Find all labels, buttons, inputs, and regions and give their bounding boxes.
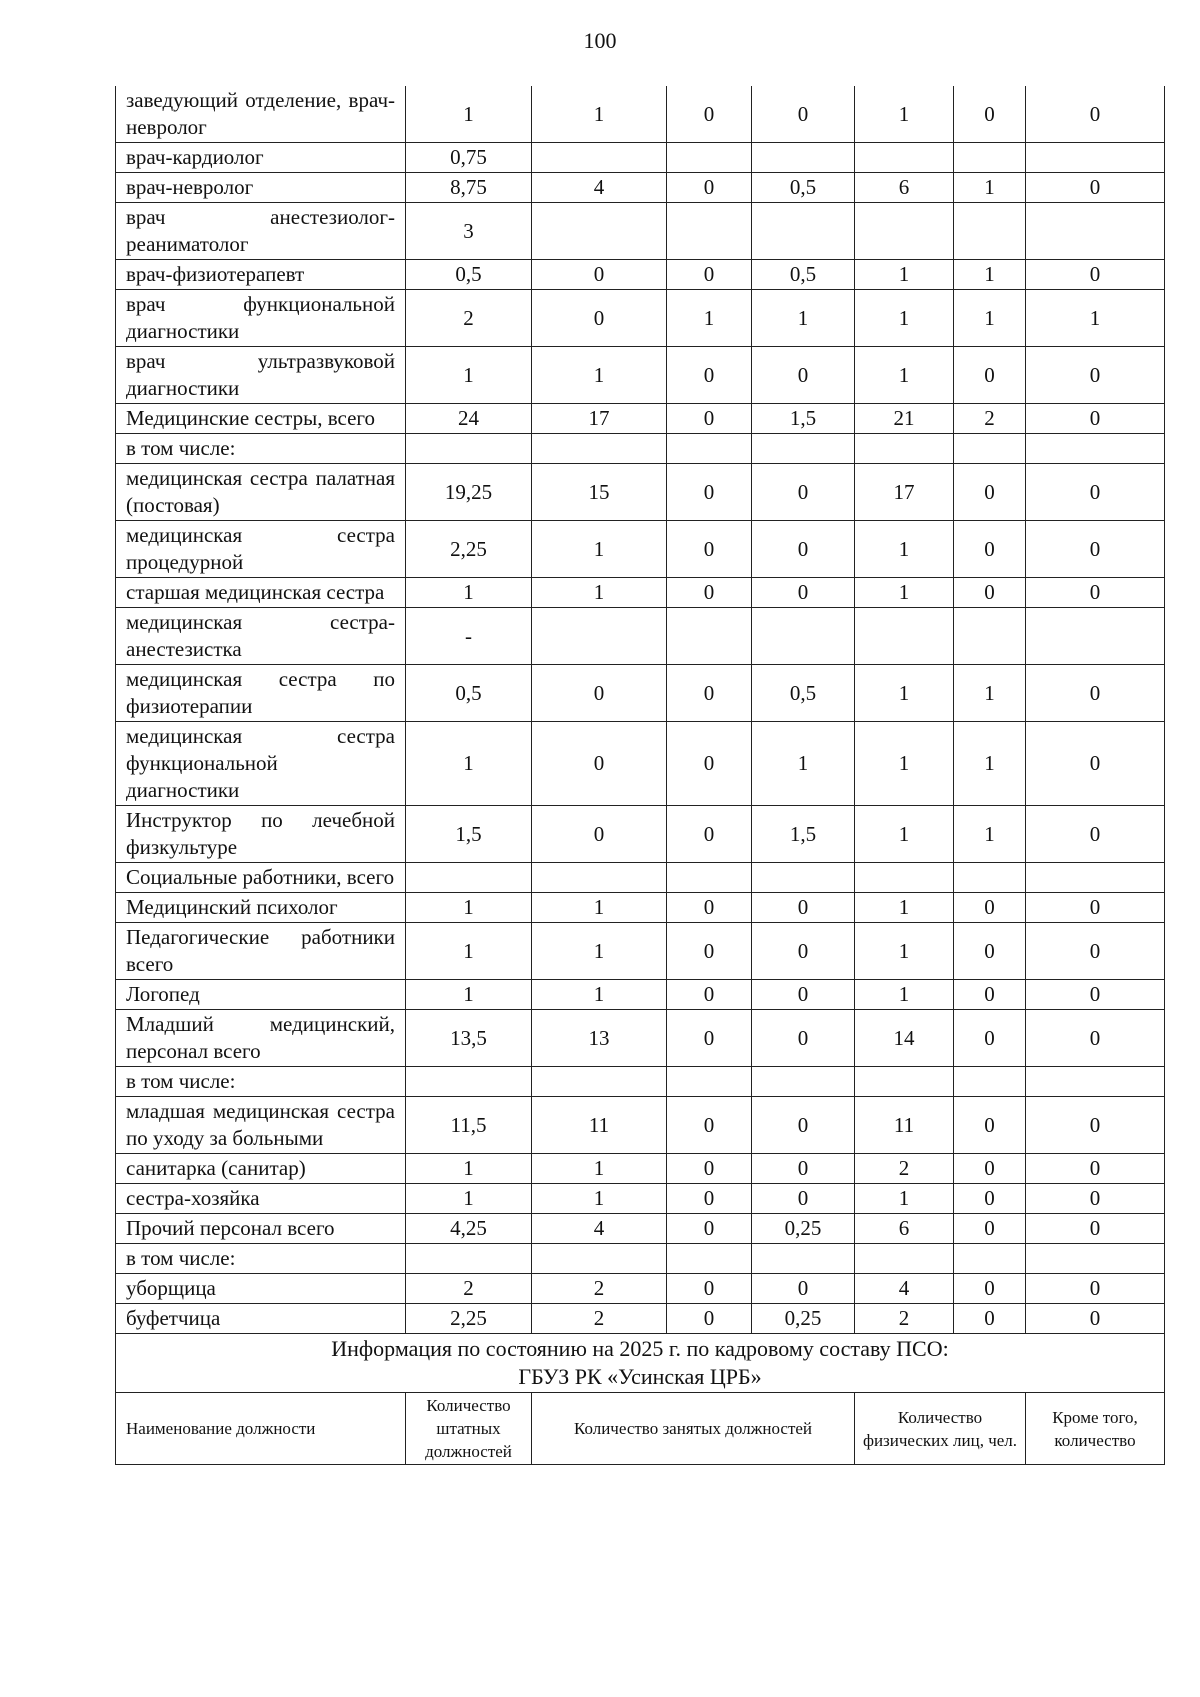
value-cell: 0 — [1026, 980, 1165, 1010]
value-cell: 0 — [1026, 665, 1165, 722]
table-row — [116, 863, 1165, 893]
value-cell: 1 — [855, 260, 954, 290]
value-cell: 2 — [406, 1274, 532, 1304]
position-name: уборщица — [116, 1274, 406, 1304]
value-cell: 0 — [667, 1274, 752, 1304]
value-cell: 0 — [1026, 260, 1165, 290]
position-name: старшая медицинская сестра — [116, 578, 406, 608]
value-cell: 1 — [532, 1154, 667, 1184]
header-physical: Количество физических лиц, чел. — [855, 1393, 1026, 1465]
position-name: в том числе: — [116, 1067, 406, 1097]
value-cell: 1 — [954, 260, 1026, 290]
value-cell — [532, 1244, 667, 1274]
value-cell: 0 — [532, 806, 667, 863]
value-cell: 0 — [954, 1097, 1026, 1154]
value-cell: 1 — [532, 578, 667, 608]
value-cell: 1 — [855, 806, 954, 863]
value-cell: 0 — [667, 1154, 752, 1184]
value-cell: 0 — [1026, 1097, 1165, 1154]
info-line-2: ГБУЗ РК «Усинская ЦРБ» — [518, 1364, 762, 1389]
info-line-1: Информация по состоянию на 2025 г. по кадровому составу ПСО: — [331, 1336, 949, 1361]
value-cell — [1026, 203, 1165, 260]
value-cell: 14 — [855, 1010, 954, 1067]
value-cell: 1,5 — [752, 404, 855, 434]
position-name: Медицинские сестры, всего — [116, 404, 406, 434]
value-cell: 0 — [667, 578, 752, 608]
value-cell: 1 — [532, 521, 667, 578]
position-name: в том числе: — [116, 434, 406, 464]
value-cell: 0 — [954, 1214, 1026, 1244]
value-cell: 0 — [667, 173, 752, 203]
value-cell — [667, 143, 752, 173]
value-cell: - — [406, 608, 532, 665]
value-cell: 0 — [954, 1154, 1026, 1184]
value-cell: 0 — [667, 347, 752, 404]
value-cell — [532, 863, 667, 893]
value-cell: 0 — [954, 347, 1026, 404]
position-name: медицинская сестра палатная (постовая) — [116, 464, 406, 521]
table-row — [116, 521, 1165, 578]
value-cell: 0 — [954, 86, 1026, 143]
value-cell: 1 — [532, 86, 667, 143]
value-cell: 0 — [954, 521, 1026, 578]
value-cell: 1 — [855, 86, 954, 143]
value-cell: 0,5 — [752, 665, 855, 722]
table-row — [116, 608, 1165, 665]
table-row — [116, 290, 1165, 347]
value-cell: 1 — [532, 980, 667, 1010]
value-cell — [1026, 608, 1165, 665]
value-cell: 0 — [752, 923, 855, 980]
value-cell: 0 — [532, 665, 667, 722]
value-cell — [855, 1067, 954, 1097]
position-name: Младший медицинский, персонал всего — [116, 1010, 406, 1067]
value-cell: 1 — [406, 923, 532, 980]
value-cell: 0 — [1026, 1304, 1165, 1334]
table-row — [116, 173, 1165, 203]
value-cell: 1 — [1026, 290, 1165, 347]
value-cell: 0 — [752, 1097, 855, 1154]
value-cell: 0 — [532, 290, 667, 347]
value-cell — [1026, 1244, 1165, 1274]
value-cell: 0 — [1026, 806, 1165, 863]
value-cell — [667, 863, 752, 893]
value-cell: 2,25 — [406, 1304, 532, 1334]
value-cell: 0 — [1026, 1184, 1165, 1214]
value-cell: 0 — [1026, 86, 1165, 143]
value-cell: 1 — [954, 665, 1026, 722]
value-cell: 0 — [1026, 1154, 1165, 1184]
value-cell: 1 — [406, 347, 532, 404]
value-cell: 0 — [1026, 404, 1165, 434]
position-name: врач-кардиолог — [116, 143, 406, 173]
position-name: сестра-хозяйка — [116, 1184, 406, 1214]
position-name: Педагогические работники всего — [116, 923, 406, 980]
value-cell: 1 — [406, 893, 532, 923]
value-cell: 0 — [1026, 1214, 1165, 1244]
value-cell: 0,5 — [406, 260, 532, 290]
value-cell: 0 — [532, 722, 667, 806]
value-cell — [667, 1244, 752, 1274]
value-cell — [954, 1244, 1026, 1274]
value-cell: 1 — [855, 980, 954, 1010]
header-occupied: Количество занятых должностей — [532, 1393, 855, 1465]
value-cell — [532, 608, 667, 665]
value-cell: 15 — [532, 464, 667, 521]
value-cell — [752, 434, 855, 464]
value-cell: 1 — [954, 290, 1026, 347]
value-cell: 0 — [667, 464, 752, 521]
value-cell: 6 — [855, 1214, 954, 1244]
value-cell — [406, 1244, 532, 1274]
position-name: заведующий отделение, врач-невролог — [116, 86, 406, 143]
value-cell — [752, 143, 855, 173]
value-cell: 1 — [855, 665, 954, 722]
value-cell: 0 — [954, 464, 1026, 521]
value-cell: 0 — [954, 980, 1026, 1010]
value-cell: 1 — [954, 173, 1026, 203]
value-cell: 0 — [752, 1274, 855, 1304]
value-cell: 0 — [954, 1010, 1026, 1067]
position-name: медицинская сестра процедурной — [116, 521, 406, 578]
value-cell: 0,25 — [752, 1214, 855, 1244]
value-cell: 0 — [532, 260, 667, 290]
value-cell — [406, 863, 532, 893]
table-row — [116, 1067, 1165, 1097]
table-row — [116, 722, 1165, 806]
value-cell: 0 — [954, 1304, 1026, 1334]
value-cell: 0 — [667, 980, 752, 1010]
value-cell — [667, 608, 752, 665]
value-cell: 1 — [406, 980, 532, 1010]
header-name: Наименование должности — [116, 1393, 406, 1465]
page-number: 100 — [583, 28, 617, 53]
value-cell — [532, 1067, 667, 1097]
value-cell: 3 — [406, 203, 532, 260]
position-name: Логопед — [116, 980, 406, 1010]
value-cell — [752, 1244, 855, 1274]
value-cell: 2,25 — [406, 521, 532, 578]
value-cell: 2 — [855, 1304, 954, 1334]
value-cell: 0 — [1026, 1274, 1165, 1304]
staff-table-body — [116, 86, 1165, 1334]
value-cell: 1 — [855, 893, 954, 923]
value-cell — [752, 203, 855, 260]
value-cell: 2 — [532, 1274, 667, 1304]
value-cell: 1 — [532, 923, 667, 980]
value-cell: 0 — [667, 260, 752, 290]
value-cell: 0 — [667, 665, 752, 722]
value-cell: 1 — [954, 722, 1026, 806]
value-cell — [406, 1067, 532, 1097]
value-cell: 1 — [406, 1154, 532, 1184]
value-cell: 11,5 — [406, 1097, 532, 1154]
value-cell: 0 — [667, 893, 752, 923]
value-cell: 4 — [532, 173, 667, 203]
value-cell: 0 — [954, 893, 1026, 923]
value-cell: 0 — [752, 1010, 855, 1067]
value-cell: 1 — [855, 722, 954, 806]
value-cell: 1 — [855, 347, 954, 404]
value-cell: 2 — [532, 1304, 667, 1334]
value-cell: 24 — [406, 404, 532, 434]
value-cell — [855, 1244, 954, 1274]
value-cell — [1026, 434, 1165, 464]
value-cell — [667, 1067, 752, 1097]
value-cell: 0 — [1026, 923, 1165, 980]
value-cell: 1 — [406, 578, 532, 608]
table-row — [116, 464, 1165, 521]
value-cell: 1,5 — [406, 806, 532, 863]
position-name: врач ультразвуковой диагностики — [116, 347, 406, 404]
value-cell — [1026, 143, 1165, 173]
value-cell: 1 — [752, 290, 855, 347]
value-cell: 4,25 — [406, 1214, 532, 1244]
staff-table — [115, 86, 1165, 1465]
value-cell: 0 — [1026, 578, 1165, 608]
value-cell: 17 — [855, 464, 954, 521]
value-cell: 1 — [855, 578, 954, 608]
table-row — [116, 143, 1165, 173]
value-cell: 4 — [855, 1274, 954, 1304]
value-cell: 0 — [752, 1184, 855, 1214]
value-cell: 1 — [532, 347, 667, 404]
position-name: медицинская сестра функциональной диагностики — [116, 722, 406, 806]
value-cell: 0 — [752, 464, 855, 521]
value-cell: 4 — [532, 1214, 667, 1244]
table-row — [116, 434, 1165, 464]
table-row — [116, 1184, 1165, 1214]
position-name: врач анестезиолог-реаниматолог — [116, 203, 406, 260]
value-cell: 0 — [752, 347, 855, 404]
value-cell: 2 — [954, 404, 1026, 434]
value-cell: 0 — [954, 1274, 1026, 1304]
table-row — [116, 665, 1165, 722]
position-name: младшая медицинская сестра по уходу за больными — [116, 1097, 406, 1154]
value-cell: 1 — [406, 86, 532, 143]
value-cell: 1 — [406, 1184, 532, 1214]
info-caption — [116, 1334, 1165, 1393]
value-cell: 0 — [667, 1097, 752, 1154]
position-name: в том числе: — [116, 1244, 406, 1274]
value-cell — [752, 863, 855, 893]
value-cell — [855, 143, 954, 173]
value-cell: 1,5 — [752, 806, 855, 863]
position-name: Инструктор по лечебной физкультуре — [116, 806, 406, 863]
value-cell — [667, 203, 752, 260]
value-cell: 0 — [752, 1154, 855, 1184]
value-cell: 1 — [406, 722, 532, 806]
value-cell: 11 — [532, 1097, 667, 1154]
position-name: Медицинский психолог — [116, 893, 406, 923]
value-cell: 0,5 — [752, 173, 855, 203]
value-cell: 0 — [667, 521, 752, 578]
value-cell: 1 — [667, 290, 752, 347]
value-cell — [954, 143, 1026, 173]
table-row — [116, 980, 1165, 1010]
value-cell: 0 — [667, 86, 752, 143]
value-cell — [532, 143, 667, 173]
position-name: буфетчица — [116, 1304, 406, 1334]
value-cell — [855, 608, 954, 665]
value-cell: 19,25 — [406, 464, 532, 521]
value-cell: 2 — [406, 290, 532, 347]
value-cell: 21 — [855, 404, 954, 434]
header-besides: Кроме того, количество — [1026, 1393, 1165, 1465]
value-cell: 0 — [667, 806, 752, 863]
position-name: врач-невролог — [116, 173, 406, 203]
value-cell — [954, 863, 1026, 893]
position-name: медицинская сестра по физиотерапии — [116, 665, 406, 722]
value-cell: 1 — [855, 521, 954, 578]
value-cell — [954, 434, 1026, 464]
value-cell — [855, 203, 954, 260]
value-cell: 0 — [954, 578, 1026, 608]
table-row — [116, 1244, 1165, 1274]
value-cell: 1 — [532, 1184, 667, 1214]
value-cell: 1 — [752, 722, 855, 806]
value-cell — [954, 608, 1026, 665]
value-cell: 0 — [752, 521, 855, 578]
value-cell: 0 — [1026, 173, 1165, 203]
value-cell — [752, 608, 855, 665]
header-staff-count: Количество штатных должностей — [406, 1393, 532, 1465]
value-cell: 1 — [954, 806, 1026, 863]
value-cell — [406, 434, 532, 464]
value-cell: 1 — [855, 1184, 954, 1214]
table-row — [116, 1010, 1165, 1067]
table-row — [116, 86, 1165, 143]
value-cell: 0 — [667, 722, 752, 806]
value-cell: 0 — [1026, 1010, 1165, 1067]
position-name: врач-физиотерапевт — [116, 260, 406, 290]
value-cell: 11 — [855, 1097, 954, 1154]
table-row — [116, 1274, 1165, 1304]
value-cell — [1026, 863, 1165, 893]
value-cell: 0 — [954, 923, 1026, 980]
value-cell: 0,75 — [406, 143, 532, 173]
table-row — [116, 404, 1165, 434]
value-cell — [855, 863, 954, 893]
value-cell — [954, 203, 1026, 260]
position-name: врач функциональной диагностики — [116, 290, 406, 347]
position-name: санитарка (санитар) — [116, 1154, 406, 1184]
table-row — [116, 923, 1165, 980]
value-cell: 1 — [855, 923, 954, 980]
value-cell: 2 — [855, 1154, 954, 1184]
value-cell: 0,25 — [752, 1304, 855, 1334]
table-row — [116, 1214, 1165, 1244]
table-row — [116, 347, 1165, 404]
position-name: медицинская сестра-анестезистка — [116, 608, 406, 665]
value-cell: 0 — [752, 578, 855, 608]
table-row — [116, 1154, 1165, 1184]
value-cell: 0,5 — [406, 665, 532, 722]
value-cell: 0 — [954, 1184, 1026, 1214]
table-row — [116, 203, 1165, 260]
value-cell — [532, 434, 667, 464]
value-cell — [1026, 1067, 1165, 1097]
value-cell: 6 — [855, 173, 954, 203]
value-cell: 0 — [1026, 893, 1165, 923]
header-row — [116, 1393, 1165, 1465]
value-cell: 1 — [855, 290, 954, 347]
value-cell: 0 — [752, 86, 855, 143]
position-name: Прочий персонал всего — [116, 1214, 406, 1244]
value-cell: 13,5 — [406, 1010, 532, 1067]
value-cell: 8,75 — [406, 173, 532, 203]
value-cell: 0 — [1026, 521, 1165, 578]
value-cell — [667, 434, 752, 464]
value-cell: 0 — [1026, 464, 1165, 521]
value-cell: 0 — [1026, 722, 1165, 806]
value-cell: 13 — [532, 1010, 667, 1067]
value-cell: 0 — [667, 1214, 752, 1244]
value-cell: 17 — [532, 404, 667, 434]
value-cell — [752, 1067, 855, 1097]
info-row — [116, 1334, 1165, 1393]
value-cell: 0 — [667, 404, 752, 434]
value-cell — [855, 434, 954, 464]
value-cell: 0 — [667, 923, 752, 980]
value-cell: 0 — [667, 1010, 752, 1067]
value-cell: 0 — [752, 980, 855, 1010]
value-cell — [954, 1067, 1026, 1097]
table-row — [116, 260, 1165, 290]
value-cell: 0 — [667, 1184, 752, 1214]
value-cell: 0 — [1026, 347, 1165, 404]
table-row — [116, 893, 1165, 923]
value-cell: 0 — [752, 893, 855, 923]
table-row — [116, 578, 1165, 608]
value-cell: 0 — [667, 1304, 752, 1334]
position-name: Социальные работники, всего — [116, 863, 406, 893]
value-cell — [532, 203, 667, 260]
table-row — [116, 806, 1165, 863]
value-cell: 0,5 — [752, 260, 855, 290]
table-row — [116, 1304, 1165, 1334]
value-cell: 1 — [532, 893, 667, 923]
table-row — [116, 1097, 1165, 1154]
